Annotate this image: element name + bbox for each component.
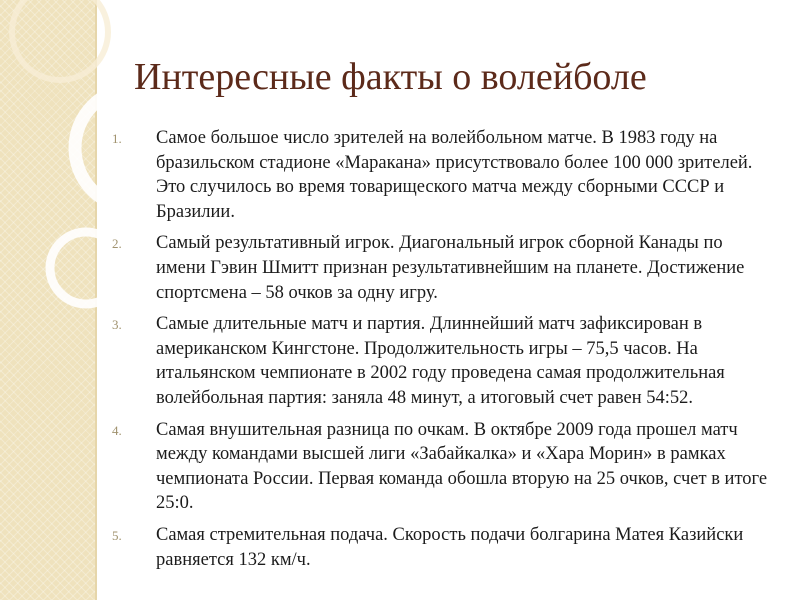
slide-title: Интересные факты о волейболе xyxy=(134,56,647,98)
list-item-text: Самая внушительная разница по очкам. В октябре 2009 года прошел матч между командами высшей лиги «Забайкалка» и «Хара Морин» в рамках чемпионата России. Первая команда обошла вторую на 25 очков, счет в итоге 25:0. xyxy=(156,419,768,514)
decorative-ring-top xyxy=(12,0,108,80)
list-item xyxy=(112,418,772,516)
list-item-text: Самая стремительная подача. Скорость подачи болгарина Матея Казийски равняется 132 км/ч. xyxy=(156,524,744,570)
list-marker: 1. xyxy=(112,131,122,146)
list-item xyxy=(112,312,772,410)
list-marker: 4. xyxy=(112,422,122,438)
list-marker: 2. xyxy=(112,236,122,252)
list-item-text: Самые длительные матч и партия. Длиннейший матч зафиксирован в американском Кингстоне. Продолжительность игры – 75,5 часов. На итальянском чемпионате в 2002 году проведена самая продолжительная волейбольная партия: заняла 48 минут, а итоговый счет равен 54:52. xyxy=(156,314,725,408)
list-item-text: Самый результативный игрок. Диагональный игрок сборной Канады по имени Гэвин Шмитт признан результативнейшим на планете. Достижение спортсмена – 58 очков за одну игру. xyxy=(156,233,745,303)
list-marker: 5. xyxy=(112,527,122,543)
list-item xyxy=(112,523,772,572)
list-item xyxy=(112,231,772,305)
list-item-text: Самое большое число зрителей на волейбольном матче. В 1983 году на бразильском стадионе «Маракана» присутствовало более 100 000 зрителей. Это случилось во время товарищеского матча между сборными СССР и Бразилии. xyxy=(156,128,753,222)
list-item xyxy=(112,126,772,224)
list-marker: 3. xyxy=(112,317,122,333)
facts-list xyxy=(112,126,772,579)
